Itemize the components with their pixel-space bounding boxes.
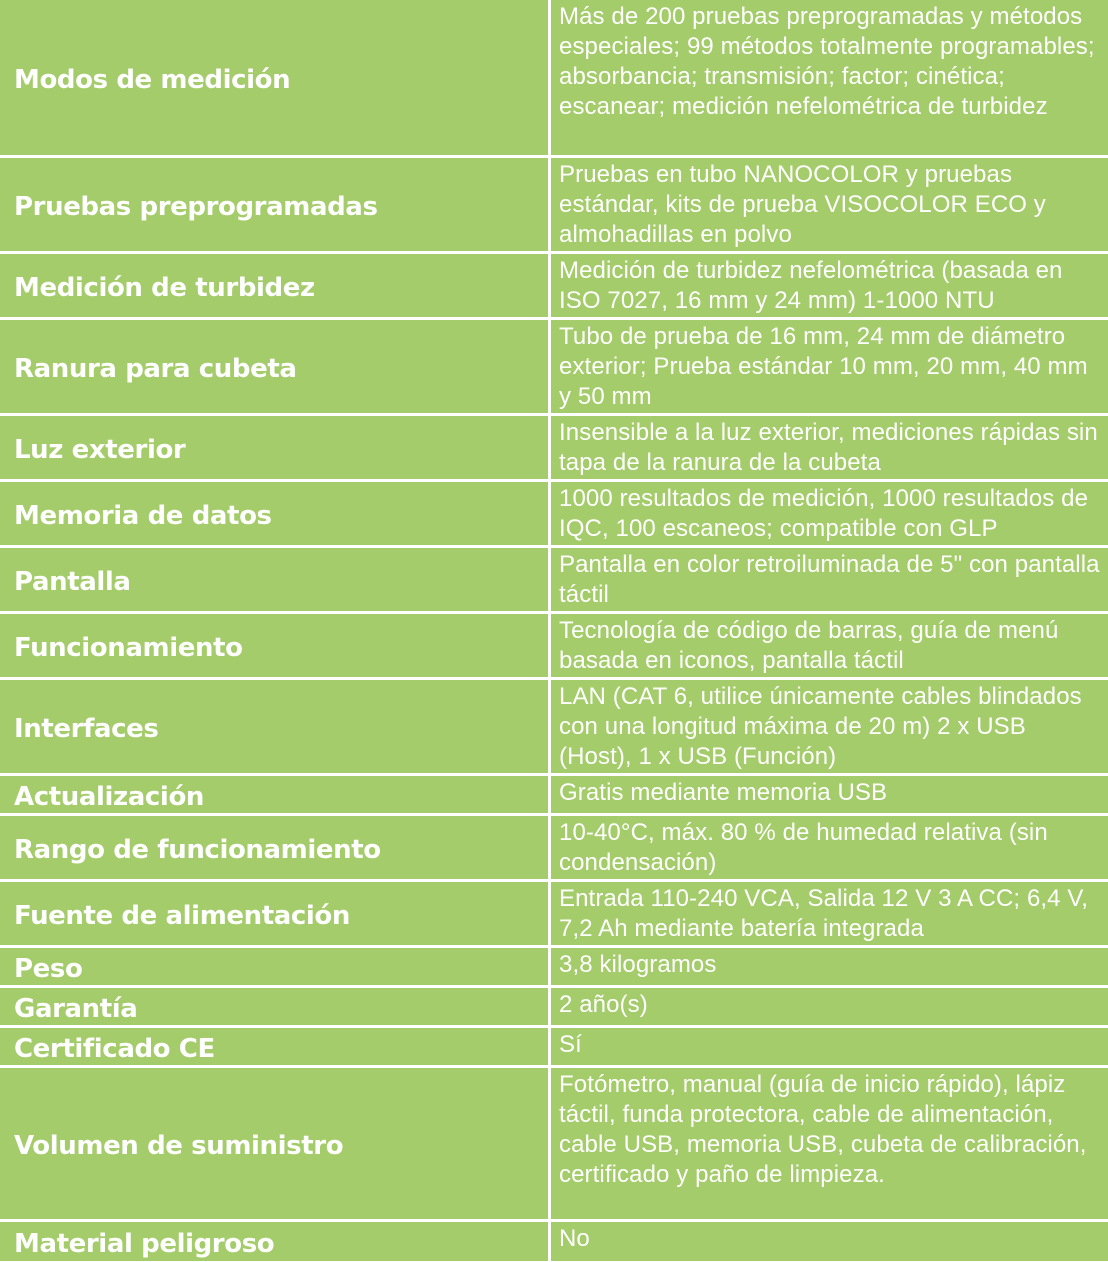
spec-row-modos-de-medicion [0, 0, 1108, 155]
spec-row-medicion-de-turbidez [0, 251, 1108, 317]
spec-row-volumen-de-suministro [0, 1065, 1108, 1219]
spec-value: Más de 200 pruebas preprogramadas y métodos especiales; 99 métodos totalmente programables; absorbancia; transmisión; factor; cinética; escanear; medición nefelométrica de turbidez [551, 0, 1108, 155]
spec-label: Garantía [0, 988, 548, 1025]
spec-label: Actualización [0, 776, 548, 813]
spec-label: Fuente de alimentación [0, 882, 548, 945]
spec-value: Pantalla en color retroiluminada de 5" con pantalla táctil [551, 548, 1108, 611]
spec-label: Luz exterior [0, 416, 548, 479]
spec-label: Medición de turbidez [0, 254, 548, 317]
spec-value: Tubo de prueba de 16 mm, 24 mm de diámetro exterior; Prueba estándar 10 mm, 20 mm, 40 mm y 50 mm [551, 320, 1108, 413]
spec-label: Memoria de datos [0, 482, 548, 545]
spec-value: No [551, 1222, 1108, 1261]
spec-row-interfaces [0, 677, 1108, 773]
spec-value: Fotómetro, manual (guía de inicio rápido), lápiz táctil, funda protectora, cable de alimentación, cable USB, memoria USB, cubeta de calibración, certificado y paño de limpieza. [551, 1068, 1108, 1219]
spec-label: Ranura para cubeta [0, 320, 548, 413]
spec-label: Pruebas preprogramadas [0, 158, 548, 251]
spec-row-pantalla [0, 545, 1108, 611]
spec-value: Medición de turbidez nefelométrica (basada en ISO 7027, 16 mm y 24 mm) 1-1000 NTU [551, 254, 1108, 317]
spec-label: Volumen de suministro [0, 1068, 548, 1219]
spec-row-material-peligroso [0, 1219, 1108, 1261]
spec-label: Certificado CE [0, 1028, 548, 1065]
spec-value: Sí [551, 1028, 1108, 1065]
spec-label: Material peligroso [0, 1222, 548, 1261]
spec-label: Rango de funcionamiento [0, 816, 548, 879]
spec-value: Gratis mediante memoria USB [551, 776, 1108, 813]
spec-row-memoria-de-datos [0, 479, 1108, 545]
spec-row-ranura-para-cubeta [0, 317, 1108, 413]
spec-value: 3,8 kilogramos [551, 948, 1108, 985]
spec-value: Insensible a la luz exterior, mediciones rápidas sin tapa de la ranura de la cubeta [551, 416, 1108, 479]
spec-row-pruebas-preprogramadas [0, 155, 1108, 251]
spec-value: 10-40°C, máx. 80 % de humedad relativa (sin condensación) [551, 816, 1108, 879]
spec-value: Tecnología de código de barras, guía de menú basada en iconos, pantalla táctil [551, 614, 1108, 677]
spec-row-peso [0, 945, 1108, 985]
spec-row-certificado-ce [0, 1025, 1108, 1065]
spec-label: Modos de medición [0, 0, 548, 155]
spec-value: LAN (CAT 6, utilice únicamente cables blindados con una longitud máxima de 20 m) 2 x USB (Host), 1 x USB (Función) [551, 680, 1108, 773]
spec-value: Pruebas en tubo NANOCOLOR y pruebas estándar, kits de prueba VISOCOLOR ECO y almohadillas en polvo [551, 158, 1108, 251]
spec-row-garantia [0, 985, 1108, 1025]
spec-row-luz-exterior [0, 413, 1108, 479]
spec-label: Funcionamiento [0, 614, 548, 677]
spec-label: Pantalla [0, 548, 548, 611]
spec-row-funcionamiento [0, 611, 1108, 677]
spec-value: Entrada 110-240 VCA, Salida 12 V 3 A CC; 6,4 V, 7,2 Ah mediante batería integrada [551, 882, 1108, 945]
spec-label: Peso [0, 948, 548, 985]
spec-label: Interfaces [0, 680, 548, 773]
spec-row-rango-de-funcionamiento [0, 813, 1108, 879]
spec-value: 1000 resultados de medición, 1000 resultados de IQC, 100 escaneos; compatible con GLP [551, 482, 1108, 545]
spec-row-actualizacion [0, 773, 1108, 813]
spec-value: 2 año(s) [551, 988, 1108, 1025]
spec-row-fuente-de-alimentacion [0, 879, 1108, 945]
